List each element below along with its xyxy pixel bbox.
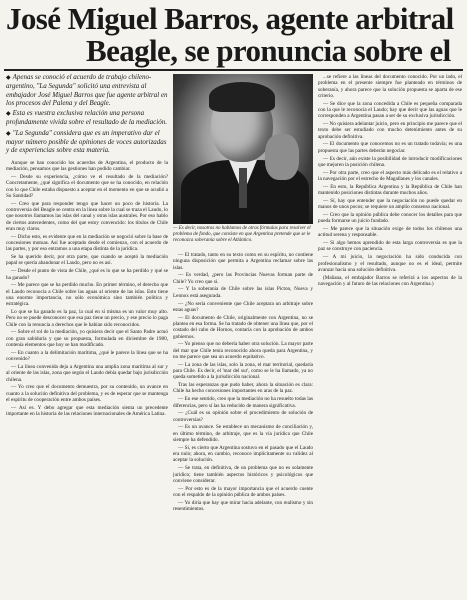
article-paragraph: — A mi juicio, la negociación ha sido conducida con profesionalismo y el resultado, aunque no es el ideal, permite avanzar hacia una solución definitiva. [318,254,462,273]
summary-paragraph: ◆ "La Segunda" considera que es un imperativo dar el mayor número posible de opiniones de voces autorizadas y de experiencias sobre esta materia. [6,128,167,155]
article-paragraph: — Desde el punto de vista de Chile, ¿qué es lo que se ha perdido y qué se ha ganado? [6,268,168,281]
article-paragraph: — Sí, es cierto que Argentina sostuvo en el pasado que el Laudo era nulo; ahora, en cambio, reconoce implícitamente su validez al aceptar la solución. [173,444,313,464]
article-column-right [318,74,462,596]
portrait-photo [173,74,313,224]
article-paragraph: — Me parece que la situación exige de todos los chilenos una actitud serena y responsable. [318,226,462,239]
article-paragraph: — Y la soberanía de Chile sobre las islas Picton, Nueva y Lennox está asegurada. [173,286,313,299]
article-paragraph: — En cuanto a la delimitación marítima, ¿qué le parece la línea que se ha convenido? [6,349,168,363]
article-paragraph: — Se trata, en definitiva, de un problema que no es solamente jurídico; tiene también aspectos históricos y psicológicos que conviene considerar. [173,465,313,484]
article-paragraph: — La línea convenida deja a Argentina una amplia zona marítima al sur y al oriente de las islas, zona que según el Laudo debía quedar bajo jurisdicción chilena. [6,363,168,383]
article-paragraph: — Es verdad, ¿pero las Provincias Nuevas forman parte de Chile? Yo creo que sí. [173,272,313,285]
article-paragraph: — Es decir, aún existe la posibilidad de introducir modificaciones que mejoren la posición chilena. [318,155,462,168]
article-paragraph: — El tratado, tanto en su texto como en su espíritu, no contiene ninguna disposición que permita a Argentina reclamar sobre las islas. [173,252,313,271]
photo-caption: — Es decir, nosotros no hablamos de otras fórmulas para resolver el problema de fondo, que consiste en que Argentina pretende que se le reconozca soberanía sobre el Atlántico. [173,226,311,243]
article-paragraph: — Sobre el rol de la mediación, yo quisiera decir que el Santo Padre actuó con gran sabiduría y que su propuesta, formulada en diciembre de 1980, contenía elementos que hoy se han modificado. [6,329,168,349]
article-paragraph: — La zona de las islas, solo la zona, el mar territorial, quedaría para Chile. Es decir, el 'mar del sur', como se le ha llamado, ya no queda sometido a la jurisdicción nacional. [173,361,313,381]
article-paragraph: Tras las esperanzas que pudo haber, ahora la situación es clara: Chile ha hecho concesiones importantes en aras de la paz. [173,382,313,395]
article-paragraph: — Dicho esto, es evidente que en la mediación se negoció sobre la base de concesiones mutuas. Así fue aceptado desde el comienzo, con el acuerdo de las partes, y por eso entramos a una etapa distinta de la jurídica. [6,233,168,253]
article-paragraph: — Yo pienso que no debería haber otra solución. La mayor parte del mar que Chile tenía reconocido ahora queda para Argentina, y no me parece que sea un acuerdo equitativo. [173,341,313,360]
article-paragraph: — En esto, la República Argentina y la República de Chile han mantenido posiciones distintas durante muchos años. [318,183,462,197]
article-paragraph: — Desde su experiencia, ¿cómo ve el resultado de la mediación? Concretamente, ¿qué significa el documento que se ha conocido, en relación con lo que Chile estaba dispuesto a aceptar en el momento en que se acudió a Su Santidad? [6,174,168,199]
article-paragraph: — Sí, hay que entender que la negociación no puede quedar en manos de unos pocos; se requiere un amplio consenso nacional. [318,197,462,211]
article-paragraph: Aunque se han conocido los acuerdos de Argentina, el producto de la mediación, pensamos que las gestiones han podido cambiar. [6,160,168,173]
diamond-bullet-icon: ◆ [6,111,11,118]
article-paragraph: — Así es. Y debo agregar que esta mediación sienta un precedente importante en la historia de las relaciones internacionales de América Latina. [6,404,168,417]
article-paragraph: — Se dice que la zona concedida a Chile es pequeña comparada con la que le reconocía el Laudo; hay que decir que las aguas que le corresponden a Argentina pasan a ser de su exclusiva jurisdicción. [318,100,462,120]
article-paragraph: ...se refiere a las líneas del documento conocido. Por un lado, el problema en el presente siempre fue planteado en términos de soberanía, y ahora parece que la solución propuesta se aparta de ese criterio. [318,74,462,99]
article-paragraph: — En ese sentido, creo que la mediación no ha resuelto todas las diferencias, pero sí las ha reducido de manera significativa. [173,396,313,409]
article-paragraph: — Me parece que se ha perdido mucho. En primer término, el derecho que el Laudo reconocía a Chile sobre las aguas al oriente de las islas. Esto tiene una enorme importancia, no sólo económica sino también política y estratégica. [6,282,168,308]
article-paragraph: — No quisiera adelantar juicio, pero en principio me parece que el texto debe ser estudiado con mucho detenimiento antes de su aprobación definitiva. [318,121,462,140]
article-paragraph: — Creo que la opinión pública debe conocer los detalles para que pueda formarse un juicio fundado. [318,211,462,225]
article-paragraph: — ¿No sería conveniente que Chile aceptara un arbitraje sobre estas aguas? [173,300,313,313]
article-paragraph: — El documento que conocemos no es un tratado todavía; es una propuesta que las partes deberán negociar. [318,141,462,154]
article-paragraph: — Si algo hemos aprendido de esta larga controversia es que la paz se construye con paciencia. [318,240,462,253]
headline-line-2: Beagle, se pronuncia sobre el [86,34,451,68]
article-paragraph: (Mañana, el embajador Barros se referirá a los aspectos de la navegación y al futuro de las relaciones con Argentina.) [318,274,462,287]
summary-paragraph: ◆ Apenas se conoció el acuerdo de trabajo chileno-argentino, "La Segunda" solicitó una entrevista al embajador José Miguel Barros que fue agente arbitral en los procesos del Palena y del Beagle. [6,73,168,107]
article-paragraph: — Yo creo que el documento demuestra, por su contenido, un avance en cuanto a la solución definitiva del problema, y es de esperar que se mantenga el espíritu de cooperación entre ambos países. [6,384,168,403]
article-column-middle [173,252,313,596]
article-paragraph: — El documento de Chile, originalmente con Argentina, no se plantea en esa forma. Se ha tratado de obtener una línea que, por el costado del cabo de Hornos, contaría con la aprobación de ambos gobiernos. [173,314,313,340]
article-paragraph: — Yo diría que hay que mirar hacia adelante, con realismo y sin resentimientos. [173,499,313,512]
article-paragraph: — ¿Cuál es su opinión sobre el procedimiento de solución de controversias? [173,410,313,423]
diamond-bullet-icon: ◆ [6,130,11,137]
summary-box [6,73,170,157]
headline-rule [4,69,463,71]
diamond-bullet-icon: ◆ [6,75,11,81]
article-paragraph: Se ha querido decir, por otra parte, que cuando se aceptó la mediación papal se quería abandonar el Laudo, pero no es así. [6,254,168,267]
article-paragraph: — Es un avance. Se establece un mecanismo de conciliación y, en último término, de arbitraje, que es la vía jurídica que Chile siempre ha defendido. [173,424,313,444]
article-paragraph: — Por esto es de la mayor importancia que el acuerdo cuente con el respaldo de la opinión pública de ambos países. [173,485,313,498]
article-column-left [6,160,168,596]
article-paragraph: — Creo que para responder tengo que hacer un poco de historia. La controversia del Beagle se centra en la línea sobre la cual se traza el Laudo, lo que nosotros llamamos las islas del canal y otras islas australes. Por eso hablo de ciertos antecedentes, como del que estoy convencido: los títulos de Chile eran muy claros. [6,200,168,232]
article-paragraph: — Por otra parte, creo que el aspecto más delicado es el relativo a la navegación por el estrecho de Magallanes y los canales. [318,169,462,182]
headline-line-1: José Miguel Barros, agente arbitral [6,2,454,36]
summary-paragraph: ◆ Esta es vuestra exclusiva relación una persona profundamente vivida sobre el resultado de la mediación. [6,109,167,127]
article-paragraph: Lo que se ha ganado es la paz, la cual en sí misma es un valor muy alto. Pero no se puede desconocer que esa paz tiene un precio, y ese precio lo paga Chile con la renuncia a derechos que le habían sido reconocidos. [6,309,168,328]
